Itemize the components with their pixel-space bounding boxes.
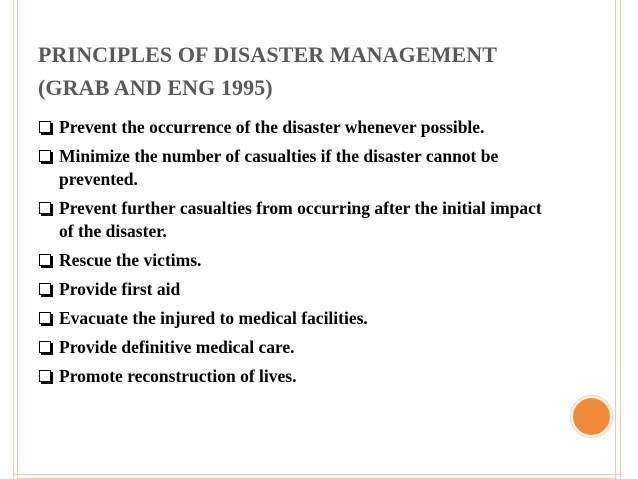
bullet-list <box>38 116 558 394</box>
bullet-text: Rescue the victims. <box>59 250 202 270</box>
bullet-text: Minimize the number of casualties if the disaster cannot be prevented. <box>59 146 499 189</box>
list-item <box>38 145 558 191</box>
square-bullet-icon <box>39 254 51 266</box>
bullet-text: Provide definitive medical care. <box>59 337 295 357</box>
frame-line-right <box>620 0 621 479</box>
list-item <box>38 278 558 301</box>
bullet-text: Prevent the occurrence of the disaster whenever possible. <box>59 117 485 137</box>
square-bullet-icon <box>39 121 51 133</box>
bullet-text: Promote reconstruction of lives. <box>59 366 297 386</box>
list-item <box>38 365 558 388</box>
bullet-text: Evacuate the injured to medical facilities. <box>59 308 368 328</box>
list-item <box>38 197 558 243</box>
frame-line-bottom <box>13 474 621 475</box>
square-bullet-icon <box>39 150 51 162</box>
bullet-text: Prevent further casualties from occurring after the initial impact of the disaster. <box>59 198 542 241</box>
list-item <box>38 336 558 359</box>
accent-circle-icon <box>571 396 612 437</box>
square-bullet-icon <box>39 312 51 324</box>
square-bullet-icon <box>39 283 51 295</box>
square-bullet-icon <box>39 370 51 382</box>
square-bullet-icon <box>39 341 51 353</box>
title-line: PRINCIPLES OF DISASTER MANAGEMENT <box>38 42 498 67</box>
bullet-text: Provide first aid <box>59 279 181 299</box>
list-item <box>38 249 558 272</box>
slide-title <box>38 38 578 104</box>
square-bullet-icon <box>39 202 51 214</box>
frame-line-left <box>13 0 14 479</box>
title-line: (GRAB AND ENG 1995) <box>38 75 273 100</box>
list-item <box>38 116 558 139</box>
list-item <box>38 307 558 330</box>
